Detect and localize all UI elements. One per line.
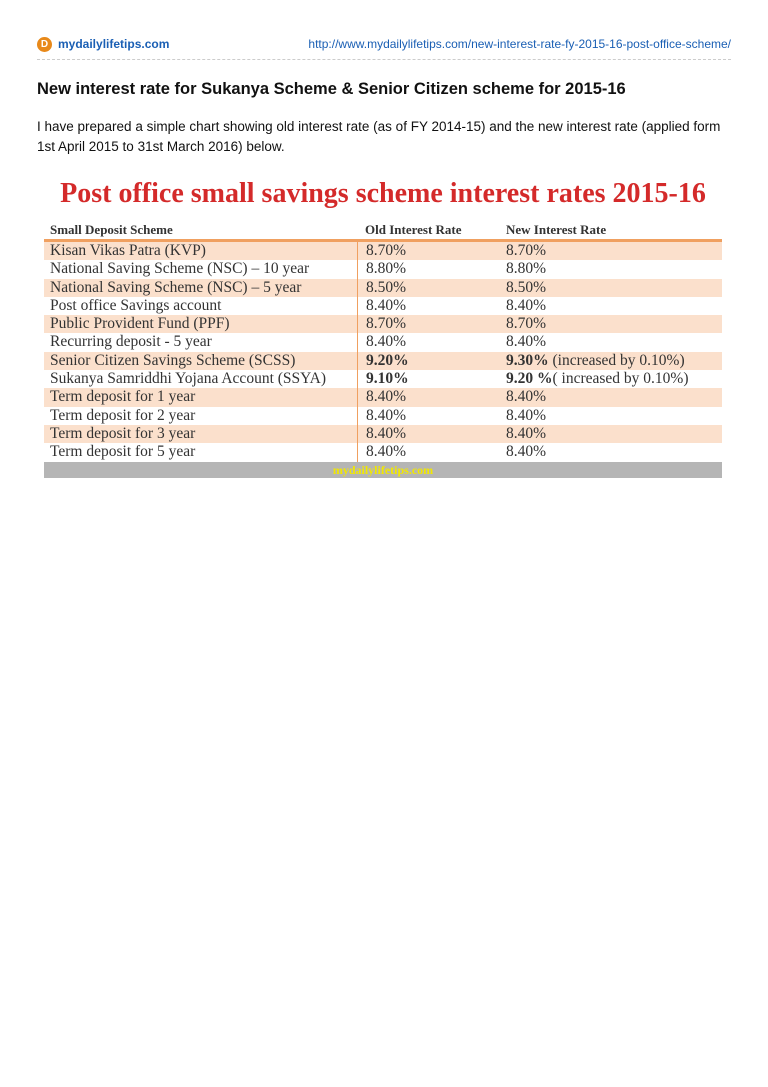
table-row — [44, 279, 722, 297]
old-rate-cell — [357, 425, 500, 443]
old-rate-cell — [357, 315, 500, 333]
old-rate-cell — [357, 443, 500, 461]
table-row — [44, 333, 722, 351]
old-rate-cell — [357, 333, 500, 351]
old-rate: 8.40% — [366, 406, 407, 424]
new-rate-cell — [500, 315, 722, 333]
interest-rate-table-image — [44, 175, 722, 481]
new-rate: 8.40% — [506, 296, 547, 314]
old-rate-cell — [357, 388, 500, 406]
header-new-rate: New Interest Rate — [506, 222, 607, 237]
scheme-cell: Term deposit for 3 year — [50, 424, 196, 442]
new-rate: 8.80% — [506, 260, 547, 278]
new-rate: 8.40% — [506, 424, 547, 442]
new-rate-cell — [500, 352, 722, 370]
scheme-cell: National Saving Scheme (NSC) – 5 year — [50, 278, 302, 296]
table-row — [44, 388, 722, 406]
site-logo-icon: D — [37, 37, 52, 52]
old-rate-cell — [357, 352, 500, 370]
table-row — [44, 352, 722, 370]
scheme-cell: Public Provident Fund (PPF) — [50, 315, 230, 333]
scheme-cell: Term deposit for 5 year — [50, 443, 196, 461]
new-rate: 8.40% — [506, 443, 547, 461]
old-rate: 8.40% — [366, 388, 407, 406]
old-rate: 8.70% — [366, 242, 407, 259]
header-old-rate: Old Interest Rate — [365, 222, 462, 237]
old-rate-cell — [357, 279, 500, 297]
scheme-cell: Recurring deposit - 5 year — [50, 333, 212, 351]
new-rate: 8.70% — [506, 315, 547, 333]
old-rate-cell — [357, 407, 500, 425]
scheme-cell: Post office Savings account — [50, 296, 222, 314]
new-rate-cell — [500, 370, 722, 388]
intro-paragraph: I have prepared a simple chart showing old interest rate (as of FY 2014-15) and the new interest rate (applied form 1st April 2015 to 31st March 2016) below. — [37, 119, 721, 154]
new-rate-cell — [500, 279, 722, 297]
old-rate: 8.40% — [366, 443, 407, 461]
old-rate-cell — [357, 370, 500, 388]
old-rate: 8.40% — [366, 333, 407, 351]
header-scheme: Small Deposit Scheme — [50, 222, 173, 237]
site-name-link[interactable]: mydailylifetips.com — [58, 37, 170, 51]
new-rate-cell — [500, 425, 722, 443]
old-rate: 9.20% — [366, 351, 409, 369]
table-row — [44, 370, 722, 388]
table-row — [44, 425, 722, 443]
new-rate-cell — [500, 407, 722, 425]
old-rate-cell — [357, 297, 500, 315]
old-rate: 8.40% — [366, 424, 407, 442]
table-header — [44, 219, 722, 242]
table-row — [44, 297, 722, 315]
old-rate: 8.40% — [366, 296, 407, 314]
old-rate: 9.10% — [366, 370, 409, 388]
new-rate: 8.40% — [506, 406, 547, 424]
scheme-cell: Term deposit for 1 year — [50, 388, 196, 406]
table-title: Post office small savings scheme interest rates 2015-16 — [60, 178, 706, 209]
source-url-link[interactable]: http://www.mydailylifetips.com/new-interest-rate-fy-2015-16-post-office-scheme/ — [308, 37, 731, 51]
old-rate-cell — [357, 260, 500, 278]
scheme-cell: National Saving Scheme (NSC) – 10 year — [50, 260, 310, 278]
new-rate: 8.50% — [506, 278, 547, 296]
new-rate: 8.40% — [506, 333, 547, 351]
new-rate: 8.40% — [506, 388, 547, 406]
new-rate-cell — [500, 242, 722, 260]
watermark: mydailylifetips.com — [44, 462, 722, 478]
table-row — [44, 407, 722, 425]
new-rate: 9.20 % — [506, 370, 553, 388]
new-rate-cell — [500, 260, 722, 278]
new-rate-cell — [500, 443, 722, 461]
scheme-cell: Senior Citizen Savings Scheme (SCSS) — [50, 351, 296, 369]
table-row — [44, 260, 722, 278]
new-rate-cell — [500, 333, 722, 351]
new-rate: 9.30% — [506, 351, 549, 369]
old-rate: 8.80% — [366, 260, 407, 278]
rate-note: (increased by 0.10%) — [548, 351, 685, 369]
scheme-cell: Sukanya Samriddhi Yojana Account (SSYA) — [50, 370, 326, 388]
article-title: New interest rate for Sukanya Scheme & Senior Citizen scheme for 2015-16 — [37, 80, 626, 98]
scheme-cell: Term deposit for 2 year — [50, 406, 196, 424]
old-rate: 8.50% — [366, 278, 407, 296]
table-row — [44, 315, 722, 333]
table-row — [44, 242, 722, 260]
rate-note: ( increased by 0.10%) — [552, 370, 689, 388]
new-rate-cell — [500, 388, 722, 406]
page-header — [37, 37, 731, 53]
old-rate-cell — [357, 242, 500, 260]
header-divider — [37, 59, 731, 60]
new-rate-cell — [500, 297, 722, 315]
table-row — [44, 443, 722, 461]
old-rate: 8.70% — [366, 315, 407, 333]
new-rate: 8.70% — [506, 242, 547, 259]
scheme-cell: Kisan Vikas Patra (KVP) — [50, 242, 206, 259]
